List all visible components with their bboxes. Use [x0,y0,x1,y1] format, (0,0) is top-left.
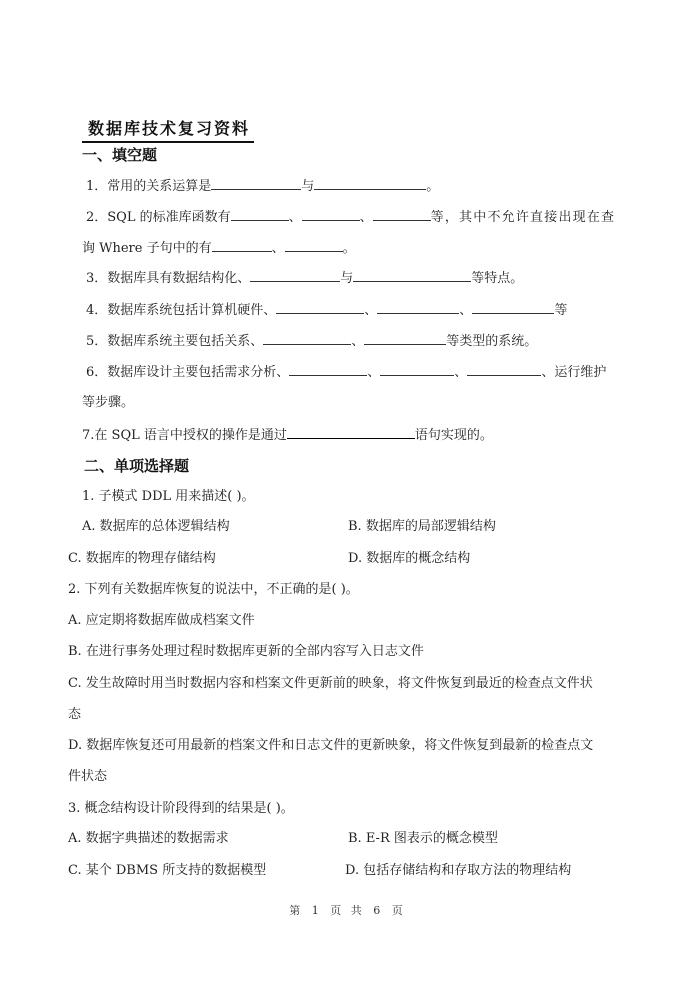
question-text: 与 [301,179,315,194]
answer-blank [250,268,340,282]
question-text: 2．SQL 的标准库函数有 [86,210,231,225]
answer-blank [472,300,554,314]
answer-blank [380,362,454,376]
fill-question-6 [86,362,606,382]
question-text: 3．数据库具有数据结构化、 [86,271,251,286]
section-heading-fill-in: 一、填空题 [82,146,158,164]
question-text: 7.在 SQL 语言中授权的操作是通过 [82,428,287,443]
choice-question-2-stem: 2. 下列有关数据库恢复的说法中，不正确的是( )。 [68,582,359,597]
question-text: 。 [342,241,356,256]
question-text: 等步骤。 [82,395,135,410]
question-text: 等，其中不允许直接出现在查 [430,210,616,225]
total-pages-number: 6 [373,904,384,917]
question-text: 语句实现的。 [414,428,493,443]
separator: 、 [288,210,302,225]
choice-option-a: A. 数据字典描述的数据需求 [68,831,229,846]
separator: 、 [367,365,381,380]
choice-option-d: D. 数据库的概念结构 [348,551,471,566]
choice-option-c-cont: 态 [68,707,82,722]
question-text: 4．数据库系统包括计算机硬件、 [86,303,277,318]
answer-blank [212,238,272,252]
answer-blank [276,300,364,314]
fill-question-2 [86,207,615,227]
question-text: 等 [554,303,568,318]
choice-option-b: B. 在进行事务处理过程时数据库更新的全部内容写入日志文件 [68,644,424,659]
choice-option-c: C. 发生故障时用当时数据内容和档案文件更新前的映象，将文件恢复到最近的检查点文件状 [68,676,593,691]
section-heading-single-choice: 二、单项选择题 [84,457,190,475]
fill-question-2-cont [82,238,356,258]
choice-option-d-cont: 件状态 [68,769,108,784]
footer-text: 第 [289,904,304,917]
question-text: 1．常用的关系运算是 [86,179,212,194]
separator: 、 [359,210,373,225]
choice-option-b: B. 数据库的局部逻辑结构 [348,519,496,534]
answer-blank [263,331,351,345]
answer-blank [467,362,541,376]
answer-blank [285,238,343,252]
answer-blank [231,207,289,221]
question-text: 与 [340,271,354,286]
fill-question-1 [86,176,439,196]
answer-blank [364,331,446,345]
fill-question-6-cont [82,394,134,412]
answer-blank [373,207,431,221]
fill-question-3 [86,268,523,288]
choice-option-b: B. E-R 图表示的概念模型 [348,831,498,846]
fill-question-7 [82,425,493,445]
choice-option-c: C. 某个 DBMS 所支持的数据模型 [68,863,267,878]
answer-blank [314,176,426,190]
page-footer [0,902,695,918]
question-text: 5．数据库系统主要包括关系、 [86,334,264,349]
question-text: 。 [426,179,440,194]
answer-blank [377,300,459,314]
answer-blank [287,425,415,439]
choice-question-1-stem: 1. 子模式 DDL 用来描述( )。 [82,489,255,504]
answer-blank [289,362,367,376]
answer-blank [211,176,301,190]
document-title: 数据库技术复习资料 [82,118,254,143]
question-text: 等特点。 [471,271,524,286]
fill-question-4 [86,300,567,320]
separator: 、 [271,241,285,256]
separator: 、 [459,303,473,318]
answer-blank [353,268,471,282]
question-text: 询 Where 子句中的有 [82,241,212,256]
choice-option-c: C. 数据库的物理存储结构 [68,551,216,566]
question-text: 6．数据库设计主要包括需求分析、 [86,365,290,380]
choice-option-a: A. 应定期将数据库做成档案文件 [68,613,255,628]
choice-option-d: D. 数据库恢复还可用最新的档案文件和日志文件的更新映象，将文件恢复到最新的检查点文 [68,738,594,753]
question-text: 、运行维护 [541,365,607,380]
choice-question-3-stem: 3. 概念结构设计阶段得到的结果是( )。 [68,801,294,816]
answer-blank [302,207,360,221]
fill-question-5 [86,331,537,351]
question-text: 等类型的系统。 [446,334,538,349]
choice-option-d: D. 包括存储结构和存取方法的物理结构 [345,863,572,878]
choice-option-a: A. 数据库的总体逻辑结构 [82,519,230,534]
separator: 、 [364,303,378,318]
separator: 、 [351,334,365,349]
current-page-number: 1 [311,904,322,917]
separator: 、 [454,365,468,380]
footer-text: 页 [391,904,406,917]
footer-text: 页 共 [330,904,365,917]
